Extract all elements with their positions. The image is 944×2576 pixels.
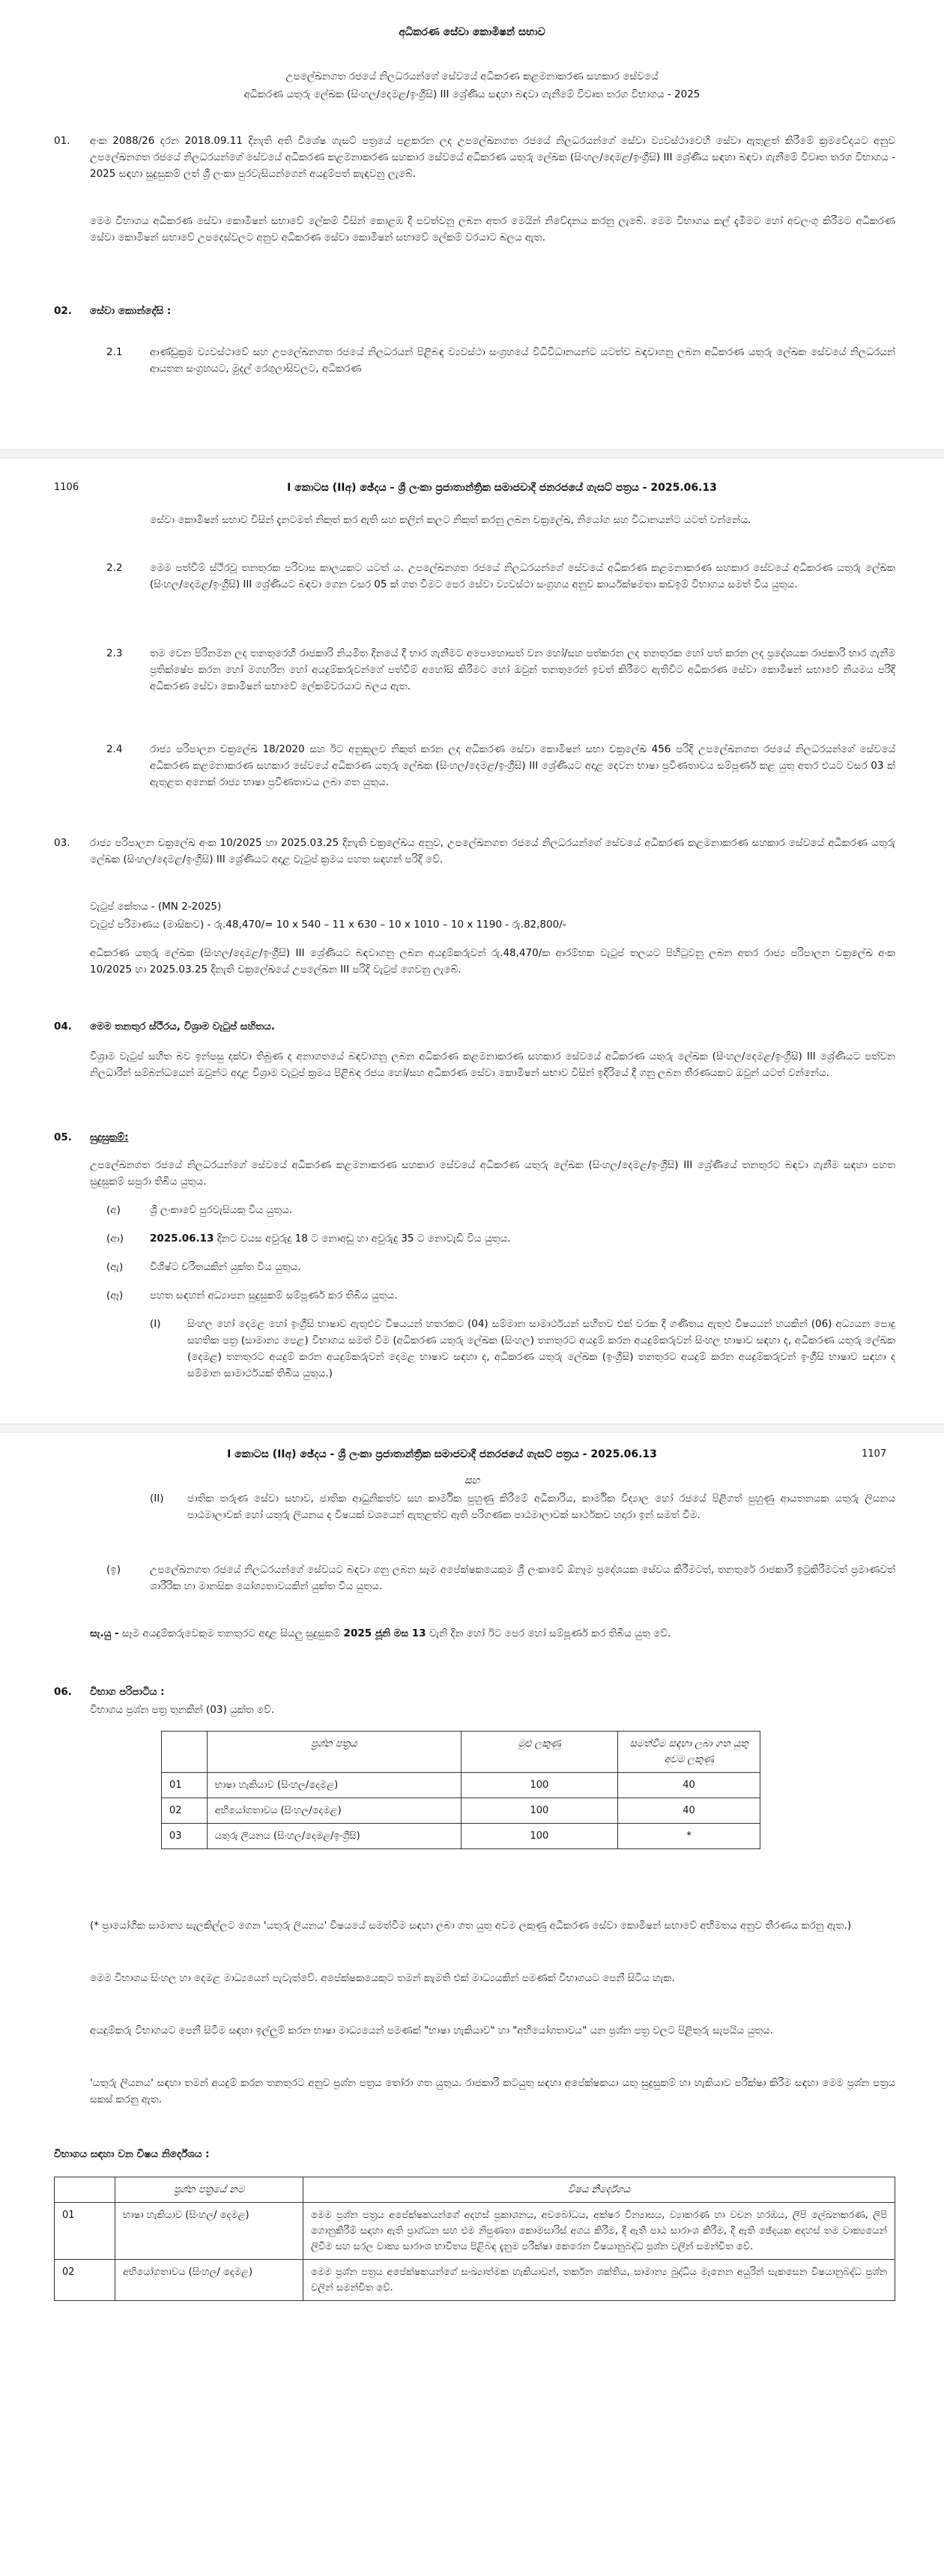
qualification-e-label: (ඉ) xyxy=(106,1564,121,1576)
cell: අභියෝගතාවය (සිංහල/දෙමළ) xyxy=(207,1798,461,1824)
cell: 100 xyxy=(461,1824,618,1849)
qualification-ii-text: ජාතික තරුණ සේවා සභාව, ජාතික ආධුනිකත්ව සහ කාර්මික පුහුණු කිරීමේ අධිකාරිය, කාර්මික විද්‍යාල හෝ රජයේ පිළිගත් පුහුණු ආයතනයක යතුරු ලියනය පාඨමාලාවක් හෝ යතුරු ලියනය ද විෂයක් වශයෙන් ඇතුළත්ව ඇති පරිගණක පාඨමාලාවක් සාර්ථකව හදාරා ඉන් සමත් වීම. xyxy=(187,1493,895,1521)
section-2-1-number: 2.1 xyxy=(106,346,123,358)
note-pre: සෑම අයදුම්කරුවෙකුම තනතුරට අදාළ සියලු සුදුසුකම් xyxy=(121,1627,341,1639)
exam-table xyxy=(161,1731,760,1849)
age-reference-date: 2025.06.13 xyxy=(150,1233,214,1245)
page-number: 1106 xyxy=(54,482,79,493)
section-2-1-text: ආණ්ඩුක්‍රම ව්‍යවස්ථාවේ සහ උපලේඛනගත රජයේ නිලධරයන් පිළිබඳ ව්‍යවස්ථා සංග්‍රහයේ විධිවිධානයන්ට යටත්ව බඳවාගනු ලබන අධිකරණ යතුරු ලේඛක සේවයේ නිලධරයන් ආයතන සංග්‍රහයට, මුදල් රෙගුලාසිවලට, අධිකරණ xyxy=(150,346,895,375)
section-2-3-text: තම වෙන පිරිනමන ලද තනතුරෙහි රාජකාරි නියමිත දිනයේ දී භාර ගැනීමට අපොහොසත් වන හෝ/සහ පත්කරන ලද තනතුරක හෝ පත් කරන ලද ප්‍රදේශයක රාජකාරි භාර ගැනීම ප්‍රතික්ෂේප කරන හෝ මගහරින හෝ අයදුම්කරුවන්ගේ පත්වීම් අහෝසි කිරීමට හෝ ඔවුන් තනතුරෙන් ඉවත් කිරීමට ඇතිවිට අධිකරණ සේවා කොමිෂන් සභාවේ නියමය පරිදි අධිකරණ සේවා කොමිෂන් සභාවේ ලේකම්වරයාට බලය ඇත. xyxy=(150,647,895,692)
qualification-i-label: (I) xyxy=(150,1318,161,1330)
qualification-ae-text: විශිෂ්ට චරිතයකින් යුක්ත විය යුතුය. xyxy=(150,1261,301,1273)
header-cell: විෂය නිර්දේශය xyxy=(303,2177,895,2203)
qualification-a-label: (අ) xyxy=(106,1204,121,1216)
qualification-ii-label: (II) xyxy=(150,1493,164,1505)
cell: 40 xyxy=(618,1798,760,1824)
header-cell: සමත්වීම සඳහා ලබා ගත යුතු අවම ලකුණු xyxy=(618,1732,760,1773)
salary-note: අධිකරණ යතුරු ලේඛක (සිංහල/දෙමළ/ඉංග්‍රීසි) III ශ්‍රේණියට බඳවාගනු ලබන අයදුම්කරුවන් රු.48,470/ක ආරම්භක වැටුප් තලයට පිහිටුවනු ලබන අතර රාජ්‍ය පරිපාලන චක්‍රලේඛ අංක 10/2025 හා 2025.03.25 දිනැති චක්‍රලේඛයේ උපලේඛන III පරිදි වැටුප් ගෙවනු ලැබේ. xyxy=(90,947,895,976)
section-01-number: 01. xyxy=(54,135,70,147)
score-footnote: (* ප්‍රායෝගික සාමාන්‍ය සැලකිල්ලට ගෙන 'යතුරු ලියනය' විෂයයේ සමත්වීම සඳහා ලබා ගත යුතු අවම ලකුණු අධිකරණ සේවා කොමිෂන් සභාවේ අභිමතය අනුව තීරණය කරනු ඇත.) xyxy=(90,1920,852,1932)
cell: අභියෝගතාවය (සිංහල/ දෙමළ) xyxy=(115,2260,303,2301)
note xyxy=(90,1626,895,1642)
cell: 01 xyxy=(55,2203,115,2260)
running-header: I කොටස (IIඅ) ඡේදය - ශ්‍රී ලංකා ප්‍රජාතාන්ත්‍රික සමාජවාදී ජනරජයේ ගැසට් පත්‍රය - 2025.06.13 xyxy=(287,482,717,494)
and-connector: සහ xyxy=(464,1475,480,1487)
qualification-e-text: උපලේඛනගත රජයේ නිලධරයන්ගේ සේවයට බඳවා ගනු ලබන සෑම අපේක්ෂකයෙකුම ශ්‍රී ලංකාවේ ඕනෑම ප්‍රදේශයක සේවය කිරීමටත්, තනතුරේ රාජකාරි ඉටුකිරීමටත් ප්‍රමාණවත් ශාරීරික හා මානසික යෝග්‍යතාවයකින් යුක්ත විය යුතුය. xyxy=(150,1564,895,1592)
syllabus-title: විභාගය සඳහා වන විෂය නිර්දේශය : xyxy=(54,2148,210,2160)
table-header-row xyxy=(162,1732,760,1773)
section-2-4-number: 2.4 xyxy=(106,743,123,755)
section-2-4-text: රාජ්‍ය පරිපාලන චක්‍රලේඛ 18/2020 සහ ඊට අනුකූලව නිකුත් කරන ලද අධිකරණ සේවා කොමිෂන් සභා චක්‍රලේඛ 456 පරිදි උපලේඛනගත රජයේ නිලධරයන්ගේ සේවයේ අධිකරණ කළමනාකරණ සහකාර සේවයේ අධිකරණ යතුරු ලේඛක (සිංහල/දෙමළ/ඉංග්‍රීසි) III ශ්‍රේණියට අදාළ දෙවන භාෂා ප්‍රවීණතාවය සම්පූර්ණ කළ යුතු අතර එයට වසර 03 ක් ඇතුළත අනෙක් රාජ්‍ය භාෂා ප්‍රවීණතාවය ලබා ගත යුතුය. xyxy=(150,743,895,788)
qualification-aa-label: (ආ) xyxy=(106,1233,124,1245)
cell: 100 xyxy=(461,1798,618,1824)
cell: 100 xyxy=(461,1773,618,1798)
subtitle-line-1: උපලේඛනගත රජයේ නිලධරයන්ගේ සේවයේ අධිකරණ කළමනාකරණ සහකාර සේවයේ xyxy=(285,70,659,82)
qualification-i-text: සිංහල හෝ දෙමළ හෝ ඉංග්‍රීසි භාෂාව ඇතුළුව විෂයයන් හතරකට (04) සම්මාන සාමාර්ථයන් සහිතව එක් වරක දී ගණිතය ඇතුළු විෂයයන් හයකින් (06) අධ්‍යයන පොදු සහතික පත්‍ර (සාමාන්‍ය පෙළ) විභාගය සමත් වීම (අධිකරණ යතුරු ලේඛක (සිංහල) තනතුරට අයදුම් කරන අයදුම්කරුවන් සිංහල භාෂාව සඳහා ද, අධිකරණ යතුරු ලේඛක (දෙමළ) තනතුරට අයදුම් කරන අයදුම්කරුවන් දෙමළ භාෂාව සඳහා ද, අධිකරණ යතුරු ලේඛක (ඉංග්‍රීසි) තනතුරට අයදුම් කරන අයදුම්කරුවන් ඉංග්‍රීසි භාෂාව සඳහා ද සම්මාන සාමාර්ථයක් තිබිය යුතුය.) xyxy=(187,1318,895,1379)
section-2-3-number: 2.3 xyxy=(106,647,123,659)
salary-scale: වැටුප් පරිමාණය (මාසිකව) - රු.48,470/= 10 x 540 – 11 x 630 – 10 x 1010 – 10 x 1190 - රු.82,800/- xyxy=(90,919,566,931)
table-row xyxy=(55,2203,895,2260)
qualification-ae-label: (ඇ) xyxy=(106,1261,124,1273)
qualification-aa-text: දිනට වයස අවුරුදු 18 ට නොඅඩු හා අවුරුදු 35 ට නොවැඩි විය යුතුය. xyxy=(217,1233,511,1245)
qualification-a-text: ශ්‍රී ලංකාවේ පුරවැසියකු විය යුතුය. xyxy=(150,1204,293,1216)
subtitle-line-2: අධිකරණ යතුරු ලේඛක (සිංහල/දෙමළ/ඉංග්‍රීසි) III ශ්‍රේණිය සඳහා බඳවා ගැනීමේ විවෘත තරග විභාගය - 2025 xyxy=(243,88,701,100)
header-cell: මුළු ලකුණු xyxy=(461,1732,618,1773)
cell: මෙම ප්‍රශ්න පත්‍රය අපේක්ෂකයන්ගේ අදහස් ප්‍රකාශනය, අවබෝධය, අක්ෂර වින්‍යාසය, ව්‍යාකරණ හා වචන හරඹය, ලිපි ලේඛනකරණ, ලිපි ගොනුකිරීම් සඳහා ඇති ප්‍රාග්ධන සහ එම නිපුණතා කොමසාරිස් අගය කිරීම, දී ඇති පාඨ සාරාංශ කිරීම, දී ඇති ඡේදයක අදහස් තම වාක්‍යයෙන් ලිවීම සහ සරල වාක්‍ය සාරාංශ භාවිතය පිළිබඳ දැනුම පරීක්ෂා කෙරෙන විෂයානුබද්ධ ප්‍රශ්න වලින් සමන්විත වේ. xyxy=(303,2203,895,2260)
section-04-text: විශ්‍රාම වැටුප් සහිත බව ඉන්පසු දක්වා තිබුණ ද අනාගතයේ බඳවාගනු ලබන අධිකරණ කළමනාකරණ සහකාර සේවයේ අධිකරණ යතුරු ලේඛක (සිංහල/දෙමළ/ඉංග්‍රීසි) III ශ්‍රේණියට පත්වන නිලධාරීන් සම්බන්ධයෙන් ඔවුන්ට අදාළ විශ්‍රාම වැටුප් ක්‍රමය පිළිබඳ රජය හෝ/සහ අධිකරණ සේවා කොමිෂන් සභාව විසින් ඉදිරියේ දී ගනු ලබන තීරණයකට ඔවුන් යටත් වන්නේය. xyxy=(90,1050,895,1079)
header-cell: ප්‍රශ්න පත්‍රයේ නම xyxy=(115,2177,303,2203)
page-separator xyxy=(0,450,944,459)
cell: 02 xyxy=(162,1798,208,1824)
table-header-row xyxy=(55,2177,895,2203)
section-06-intro: විභාගය ප්‍රශ්න පත්‍ර තුනකින් (03) යුක්ත වේ. xyxy=(90,1704,275,1716)
note-date: 2025 ජූනි මස 13 xyxy=(343,1627,426,1639)
section-03-number: 03. xyxy=(54,837,70,849)
header-cell xyxy=(55,2177,115,2203)
section-06-number: 06. xyxy=(54,1686,72,1698)
cell: * xyxy=(618,1824,760,1849)
header-cell: ප්‍රශ්න පත්‍රය xyxy=(207,1732,461,1773)
section-01-paragraph-1: අංක 2088/26 දරන 2018.09.11 දිනැති අති විශේෂ ගැසට් පත්‍රයේ පළකරන ලද උපලේඛනගත රජයේ නිලධරයන්ගේ සේවා ව්‍යවස්ථාවෙහි සේවා ඇතුළත් කිරීමේ ක්‍රමවේදයට අනුව උපලේඛනගත රජයේ නිලධරයන්ගේ සේවයේ අධිකරණ කළමනාකරණ සහකාර සේවයේ අධිකරණ යතුරු ලේඛක (සිංහල/දෙමළ/ඉංග්‍රීසි) III ශ්‍රේණිය සඳහා බඳවා ගැනීමේ විවෘත තරග විභාගය - 2025 සඳහා සුදුසුකම් ලත් ශ්‍රී ලංකා පුරවැසියන්ගෙන් අයදුම්පත් කැඳවනු ලැබේ. xyxy=(90,135,895,180)
cell: 03 xyxy=(162,1824,208,1849)
section-04-title: මෙම තනතුර ස්ථිරය, විශ්‍රාම වැටුප් සහිතය. xyxy=(90,1021,275,1032)
section-01-paragraph-2: මෙම විභාගය අධිකරණ සේවා කොමිෂන් සභාවේ ලේකම් විසින් කොළඹ දී පවත්වනු ලබන අතර මෙයින් නිවේදනය කරනු ලැබේ. මෙම විභාගය කල් දැමීමට හෝ අවලංගු කිරීමට අධිකරණ සේවා කොමිෂන් සභාවේ උපදෙස්වලට අනුව අධිකරණ සේවා කොමිෂන් සභාවේ ලේකම් වරයාට බලය ඇත. xyxy=(90,215,895,244)
section-02-number: 02. xyxy=(54,305,72,317)
cell: 01 xyxy=(162,1773,208,1798)
page-number: 1107 xyxy=(862,1448,887,1460)
note-post: වැනි දින හෝ ඊට පෙර හෝ සම්පූර්ණ කර තිබිය යුතු වේ. xyxy=(429,1627,671,1639)
salary-code: වැටුප් කේතය - (MN 2-2025) xyxy=(90,901,222,913)
qualification-aa xyxy=(150,1231,895,1248)
qualification-aee-label: (ඈ) xyxy=(106,1289,124,1301)
page-1 xyxy=(0,0,944,480)
syllabus-table xyxy=(54,2177,895,2301)
page-2 xyxy=(0,480,944,1446)
cell: යතුරු ලියනය (සිංහල/දෙමළ/ඉංග්‍රීසි) xyxy=(207,1824,461,1849)
continuation-text: සේවා කොමිෂන් සභාව විසින් දැනටමත් නිකුත් කර ඇති සහ කලින් කලට නිකුත් කරනු ලබන චක්‍රලේඛ, නියෝග සහ විධානයන්ට යටත් වන්නේය. xyxy=(150,514,751,526)
medium-paragraph: මෙම විභාගය සිංහල හා දෙමළ මාධ්‍යයෙන් පැවැත්වේ. අපේක්ෂකයෙකුට තමන් කැමති එක් මාධ්‍යයකින් පමණක් විභාගයට පෙනී සිටිය හැක. xyxy=(90,1972,675,1984)
section-2-2-number: 2.2 xyxy=(106,562,123,574)
typing-paragraph: 'යතුරු ලියනය' සඳහා තමන් අයදුම් කරන තනතුරට අනුව ප්‍රශ්න පත්‍රය තෝරා ගත යුතුය. රාජකාරි කටයුතු සඳහා අපේක්ෂකයා යතු සුදුසුකම් හා හැකියාව පරීක්ෂා කිරීම සඳහා මෙම ප්‍රශ්න පත්‍රය සකස් කරනු ඇත. xyxy=(90,2077,895,2105)
header-title: අධිකරණ සේවා කොමිෂන් සභාව xyxy=(399,26,545,38)
note-label: සැ.යු - xyxy=(90,1627,119,1639)
header-cell xyxy=(162,1732,208,1773)
section-05-title: සුදුසුකම්: xyxy=(90,1131,129,1143)
cell: මෙම ප්‍රශ්න පත්‍රය අපේක්ෂකයන්ගේ සංඛ්‍යාත්මක හැකියාවන්, තර්කන ශක්තිය, සාමාන්‍ය බුද්ධිය මැනෙන අයුරින් සැකසෙන විෂයානුබද්ධ ප්‍රශ්න වලින් සමන්විත වේ. xyxy=(303,2260,895,2301)
section-05-number: 05. xyxy=(54,1131,72,1143)
cell: 02 xyxy=(55,2260,115,2301)
section-02-title: සේවා කොන්දේසි : xyxy=(90,305,172,317)
page-separator xyxy=(0,1424,944,1433)
table-row xyxy=(162,1824,760,1849)
section-04-number: 04. xyxy=(54,1021,72,1032)
table-row xyxy=(55,2260,895,2301)
cell: භාෂා හැකියාව (සිංහල/ දෙමළ) xyxy=(115,2203,303,2260)
table-row xyxy=(162,1773,760,1798)
page-3 xyxy=(0,1446,944,2576)
running-header: I කොටස (IIඅ) ඡේදය - ශ්‍රී ලංකා ප්‍රජාතාන්ත්‍රික සමාජවාදී ජනරජයේ ගැසට් පත්‍රය - 2025.06.13 xyxy=(227,1448,657,1460)
qualification-aee-text: පහත සඳහන් අධ්‍යාපන සුදුසුකම් සම්පූර්ණ කර තිබිය යුතුය. xyxy=(150,1289,398,1301)
section-2-2-text: මෙම පත්වීම් ස්ථිරවූ තනතුරක පරිවාස කාලයකට යටත් ය. උපලේඛනගත රජයේ නිලධරයන්ගේ සේවයේ අධිකරණ කළමනාකරණ සහකාර සේවයේ අධිකරණ යතුරු ලේඛක (සිංහල/දෙමළ/ඉංග්‍රීසි) III ශ්‍රේණියට බඳවා ගෙන වසර 05 ක් ගත වීමට පෙර සේවා ව්‍යවස්ථා සංග්‍රහය අනුව කාර්යක්ෂමතා කඩඉම් විභාගය සමත් විය යුතුය. xyxy=(150,562,895,590)
section-06-title: විභාග පරිපාටිය : xyxy=(90,1686,165,1698)
language-paragraph: අයදුම්කරු විභාගයට පෙනී සිටීම සඳහා ඉල්ලුම් කරන භාෂා මාධ්‍යයෙන් පමණක් "භාෂා හැකියාව" හා "අභියෝගතාවය" යන ප්‍රශ්න පත්‍ර වලට පිළිතුරු සැපයිය යුතුය. xyxy=(90,2025,774,2037)
cell: 40 xyxy=(618,1773,760,1798)
section-03-text: රාජ්‍ය පරිපාලන චක්‍රලේඛ අංක 10/2025 හා 2025.03.25 දිනැති චක්‍රලේඛය අනුව, උපලේඛනගත රජයේ නිලධරයන්ගේ සේවයේ අධිකරණ කළමනාකරණ සහකාර සේවයේ අධිකරණ යතුරු ලේඛක (සිංහල/දෙමළ/ඉංග්‍රීසි) III ශ්‍රේණියට අදාළ වැටුප් ක්‍රමය පහත සඳහන් පරිදි වේ. xyxy=(90,837,895,865)
table-row xyxy=(162,1798,760,1824)
section-05-intro: උපලේඛනගත රජයේ නිලධරයන්ගේ සේවයේ අධිකරණ කළමනාකරණ සහකාර සේවයේ අධිකරණ යතුරු ලේඛක (සිංහල/දෙමළ/ඉංග්‍රීසි) III ශ්‍රේණියේ තනතුරට බඳවා ගැනීම සඳහා පහත සුදුසුකම් සපුරා තිබිය යුතුය. xyxy=(90,1159,895,1188)
cell: භාෂා හැකියාව (සිංහල/දෙමළ) xyxy=(207,1773,461,1798)
